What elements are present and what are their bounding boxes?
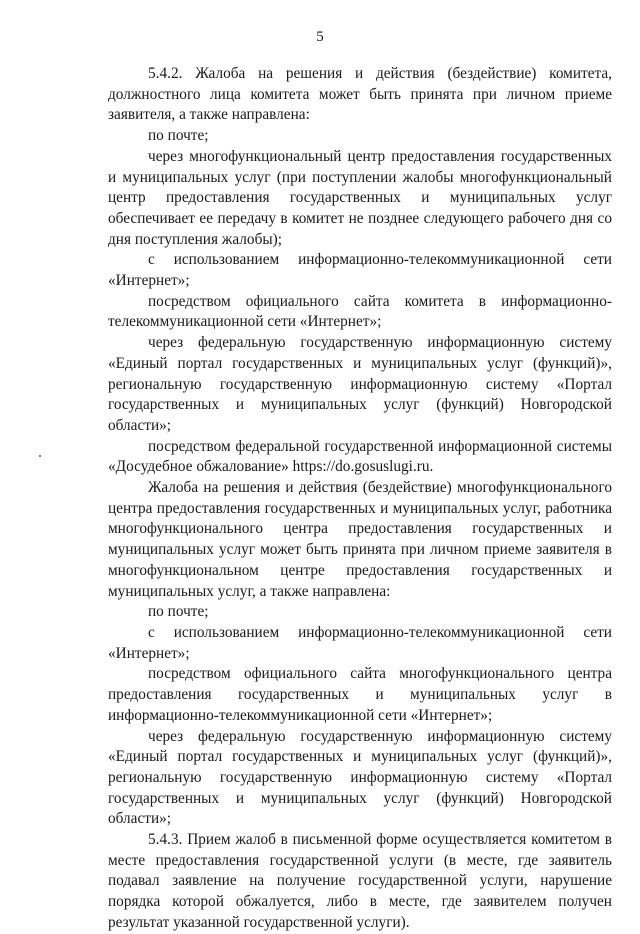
list-item-pretrial-system: посредством федеральной государственной информационной системы «Досудебное обжалование» https://do.gosuslugi.ru. [108, 437, 612, 476]
page-number: 5 [316, 29, 324, 45]
document-body [108, 64, 612, 934]
paragraph-mfc-complaint: Жалоба на решения и действия (бездействие) многофункционального центра предоставления государственных и муниципальных услуг, работника многофункционального центра предоставления государственных и муниципальных услуг может быть принята при личном приеме заявителя в многофункциональном центре предоставления государственных и муниципальных услуг, а также направлена: [108, 479, 612, 600]
list-item-committee-site: посредством официального сайта комитета в информационно-телекоммуникационной сети «Интернет»; [108, 292, 612, 331]
list-item-mfc-federal-portal: через федеральную государственную информационную систему «Единый портал государственных и муниципальных услуг (функций)», региональную государственную информационную систему «Портал государственных и муниципальных услуг (функций) Новгородской области»; [108, 727, 612, 828]
list-item-via-mfc: через многофункциональный центр предоставления государственных и муниципальных услуг (при поступлении жалобы многофункциональный центр предоставления государственных и муниципальных услуг обеспечивает ее передачу в комитет не позднее следующего рабочего дня со дня поступления жалобы); [108, 147, 612, 248]
list-item-by-mail: по почте; [148, 127, 209, 145]
list-item-mfc-by-mail: по почте; [148, 603, 209, 621]
paragraph-5-4-2-intro: 5.4.2. Жалоба на решения и действия (бездействие) комитета, должностного лица комитета может быть принята при личном приеме заявителя, а также направлена: [108, 65, 612, 124]
list-item-internet: с использованием информационно-телекоммуникационной сети «Интернет»; [108, 251, 612, 290]
list-item-mfc-internet: с использованием информационно-телекоммуникационной сети «Интернет»; [108, 623, 612, 662]
margin-mark [39, 455, 41, 457]
paragraph-5-4-3: 5.4.3. Прием жалоб в письменной форме осуществляется комитетом в месте предоставления государственной услуги (в месте, где заявитель подавал заявление на получение государственной услуги, нарушение порядка которой обжалуется, либо в месте, где заявителем получен результат указанной государственной услуги). [108, 831, 612, 931]
list-item-federal-portal: через федеральную государственную информационную систему «Единый портал государственных и муниципальных услуг (функций)», региональную государственную информационную систему «Портал государственных и муниципальных услуг (функций) Новгородской области»; [108, 334, 612, 434]
list-item-mfc-site: посредством официального сайта многофункционального центра предоставления государственных и муниципальных услуг в информационно-телекоммуникационной сети «Интернет»; [108, 665, 612, 724]
